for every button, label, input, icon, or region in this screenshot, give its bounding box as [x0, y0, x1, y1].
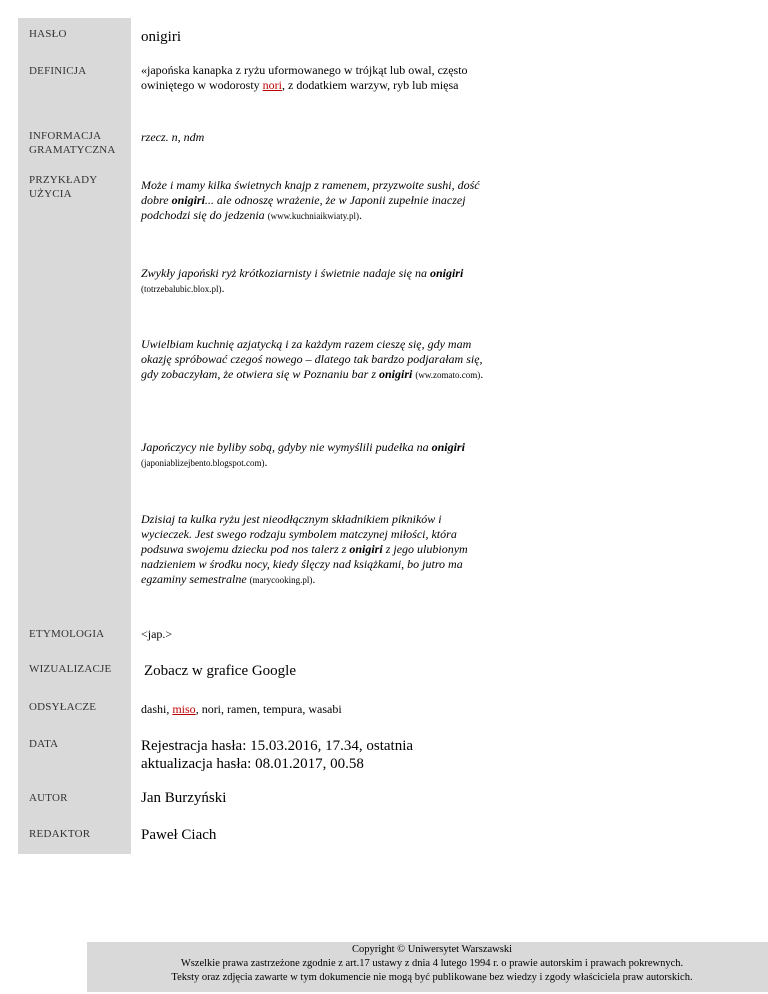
crossref-tempura[interactable]: tempura	[263, 702, 303, 716]
google-images-link[interactable]: Zobacz w grafice Google	[144, 663, 297, 679]
example-text: Dzisiaj ta kulka ryżu jest nieodłącznym składnikiem pikników i wycieczek. Jest swego rodzaju symbolem matczynej miłości, która podsuwa swojemu dziecku pod nos talerz z	[141, 512, 457, 556]
crossref-miso[interactable]: miso	[172, 702, 196, 716]
example-5	[141, 512, 491, 588]
footer-line: Teksty oraz zdjęcia zawarte w tym dokumencie nie mogą być publikowane bez wiedzy i zgody właściciela praw autorskich.	[171, 972, 693, 983]
footer-line: Wszelkie prawa zastrzeżone zgodnie z art.17 ustawy z dnia 4 lutego 1994 r. o prawie autorskim i prawach pokrewnych.	[180, 958, 684, 969]
label-autor: AUTOR	[29, 792, 68, 804]
headword: onigiri	[141, 29, 181, 45]
example-3	[141, 337, 491, 383]
label-definicja: DEFINICJA	[29, 65, 87, 77]
cross-references	[141, 702, 491, 717]
example-source: (marycooking.pl)	[249, 575, 313, 585]
crossref-separator: ,	[195, 702, 202, 716]
label-odsylacze: ODSYŁACZE	[29, 701, 97, 713]
example-headword: onigiri	[379, 367, 413, 381]
example-text: Japończycy nie byliby sobą, gdyby nie wymyślili pudełka na	[141, 440, 432, 454]
example-source: (totrzebalubic.blox.pl)	[141, 284, 222, 294]
label-przyklady-uzycia	[29, 173, 129, 201]
example-source: (japoniablizejbento.blogspot.com)	[141, 458, 265, 468]
crossref-wasabi[interactable]: wasabi	[308, 702, 342, 716]
example-text: z jego ulubionym nadzieniem w środku nocy, kiedy ślęczy nad książkami, bo jutro ma egzaminy semestralne	[141, 542, 468, 586]
example-source: (ww.zomato.com)	[415, 370, 481, 380]
example-4	[141, 440, 491, 471]
example-end: .	[221, 281, 225, 295]
example-headword: onigiri	[429, 266, 464, 280]
example-text: Uwielbiam kuchnię azjatycką i za każdym razem cieszę się, gdy mam okazję spróbować czegoś nowego – dlatego tak bardzo podjarałam się, gdy zobaczyłam, że otwiera się w Poznaniu bar z	[141, 337, 483, 381]
footer-line: Copyright © Uniwersytet Warszawski	[351, 944, 513, 955]
crossref-separator: ,	[221, 702, 228, 716]
crossref-dashi[interactable]: dashi	[141, 702, 167, 716]
example-source: (www.kuchniaikwiaty.pl)	[267, 211, 359, 221]
example-headword: onigiri	[349, 542, 383, 556]
example-text: ... ale odnoszę wrażenie, że w Japonii zupełnie inaczej podchodzi się do jedzenia	[141, 193, 466, 222]
example-headword: onigiri	[171, 193, 205, 207]
label-redaktor: REDAKTOR	[29, 828, 91, 840]
example-1	[141, 178, 491, 224]
definition-text: , z dodatkiem warzyw, ryb lub mięsa	[282, 78, 459, 92]
crossref-separator: ,	[257, 702, 264, 716]
definition	[141, 63, 491, 93]
example-end: .	[264, 455, 268, 469]
grammar-info: rzecz. n, ndm	[141, 130, 205, 144]
dates	[141, 737, 501, 773]
example-end: .	[480, 367, 484, 381]
update-date: aktualizacja hasła: 08.01.2017, 00.58	[141, 756, 364, 772]
label-line: PRZYKŁADY	[29, 174, 98, 186]
example-text: Może i mamy kilka świetnych knajp z ramenem, przyzwoite sushi, dość dobre	[141, 178, 480, 207]
editor-name: Paweł Ciach	[141, 827, 217, 843]
etymology: <jap.>	[141, 627, 173, 641]
example-end: .	[358, 208, 362, 222]
label-line: INFORMACJA	[29, 130, 102, 142]
label-line: GRAMATYCZNA	[29, 144, 116, 156]
crossref-nori[interactable]: nori	[201, 702, 222, 716]
definition-link-nori[interactable]: nori	[262, 78, 282, 92]
label-informacja-gramatyczna	[29, 129, 129, 157]
label-line: UŻYCIA	[29, 188, 72, 200]
author-name: Jan Burzyński	[141, 790, 227, 806]
crossref-separator: ,	[166, 702, 173, 716]
label-wizualizacje: WIZUALIZACJE	[29, 663, 112, 675]
definition-text: «japońska kanapka z ryżu uformowanego w trójkąt lub owal, często owiniętego w wodorosty	[141, 63, 468, 92]
example-end: .	[312, 572, 316, 586]
label-etymologia: ETYMOLOGIA	[29, 628, 105, 640]
crossref-ramen[interactable]: ramen	[227, 702, 258, 716]
label-haslo: HASŁO	[29, 28, 67, 40]
registration-date: Rejestracja hasła: 15.03.2016, 17.34, ostatnia	[141, 738, 414, 754]
example-headword: onigiri	[431, 440, 465, 454]
example-2	[141, 266, 491, 297]
label-data: DATA	[29, 738, 59, 750]
copyright-footer	[87, 942, 768, 992]
example-text: Zwykły japoński ryż krótkoziarnisty i świetnie nadaje się na	[141, 266, 430, 280]
crossref-separator: ,	[302, 702, 309, 716]
